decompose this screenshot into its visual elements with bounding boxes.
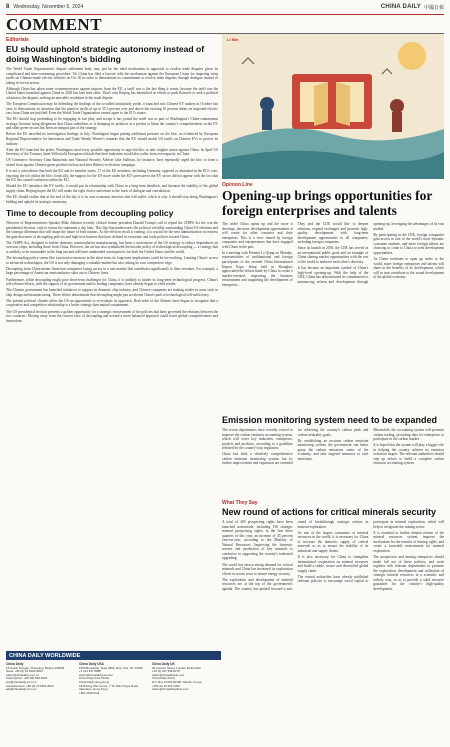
footer-line: China Daily Hong Kong (79, 679, 110, 684)
footer-column-name: China Daily UK (152, 662, 175, 666)
editorials-paragraph: The EU should realize that at the end of the day it is its own economic interests that will suffer, which is why it should stop doing Washington's bidding and uphold its strategic autonomy. (6, 195, 218, 204)
editorials-paragraph: Before the EU unveiled its investigation findings in July, Washington began putting additional pressure on the bloc, as evidenced by European Regional Representative for Innovation and Trade Wendy Werner's remarks that the EU should match US tariffs on Chinese EVs to protect its industry. (6, 132, 218, 146)
what-they-say-headline: New round of actions for critical minerals security (222, 507, 437, 517)
footer-line: +852 2518 5111 (79, 690, 100, 695)
editorial2-paragraph: The present political climate offers the US an opportunity to re-evaluate its approach. Both sides of the Atlantic have begun to recognize that a cooperative and competitive relationship is a better strategy than mutual containment. (6, 298, 218, 308)
footer-line: 1500 Broadway, Suite 2800, New York, NY 10036 (79, 665, 143, 670)
footer-line: China Daily Asia Pacific (79, 676, 110, 681)
editorial2-paragraph: The Chinese government has launched initiatives to support its domestic chip industry, and Chinese companies are making strides in areas such as chip design and manufacturing. These efforts demonstrate that decoupling might just accelerate China's path to technological self-sufficiency. (6, 288, 218, 297)
editorial2-paragraph: Whoever of Representatives Speaker Mike Johnson recently clicked former president Donald Trump's call to repeal the CHIPS Act the win the presidential election, only to retract his statement a day later. This flip-flop underscores the political volatility surrounding China-US relations and the strategic dilemmas that will shape the future of both nations. As the election result is coming, it is crucial for the next administration to reassess the gain that more of decoupling policies and high-tech barriers that have defined its economic and trade policies toward China. (6, 221, 218, 239)
what-they-say-paragraph: A total of 400 prospecting rights have been launched nationwide, including 156 strategic mineral prospecting rights, in the first three quarters of this year, an increase of 45 percent year-on-year, according to the Ministry of Natural Resources. Improving the domestic reserve and production of key minerals is conducive to supporting the country's industrial upgrading. (222, 520, 293, 561)
editorial-headline: EU should uphold strategic autonomy instead of doing Washington's bidding (6, 44, 205, 64)
editorials-paragraph: The World Trade Organization's dispute settlement body may just be the ideal mechanism to approach to resolve trade disputes given its complicated and time-consuming procedure. Yet China has filed a lawsuit with the mechanism against the European Union for imposing steep tariffs on Chinese-made electric vehicles on Oct 30 in order to demonstrate its commitment to resolve trade disputes through dialogue instead of taking tit-for-tat action. (6, 67, 218, 85)
opinion-paragraph: The wider China opens up and the more it develops, the more development opportunities it will create for other countries and their enterprises. This is a view shared by foreign companies and entrepreneurs that have engaged with China in the past. (222, 222, 293, 249)
editorial2-paragraph: The decoupling policy seems like a protective measure in the short term, its long-term implications could be far-reaching. Limiting China's access to advanced technologies, the US is not only damaging a valuable market but also risking its own competitive edge. (6, 256, 218, 265)
masthead (0, 0, 450, 14)
footer-column (6, 663, 75, 695)
page-number: 8 (6, 4, 10, 10)
what-they-say-paragraph: It is also necessary for China to strengthen international cooperation on mineral resources and build a stable, secure and diversified global supply chain. (297, 555, 369, 573)
editorial2-paragraph: The US presidential election presents a golden opportunity for a strategic reassessment of the policies that have governed the relations between the two countries. Moving away from the current view of decoupling and toward a more balanced approach could foster global competitiveness and innovation. (6, 309, 218, 323)
emissions-headline: Emission monitoring system need to be expanded (222, 415, 438, 425)
footer-line: Advertisement: +86 (0) 10 6491-8631 (6, 683, 54, 688)
opinion-headline: Opening-up brings opportunities for foreign enterprises and talents (222, 188, 433, 218)
footer-line: Subscription: +86 400-699-0203 (6, 676, 48, 681)
what-they-say-label: What They Say (222, 500, 258, 506)
footer-line: sub@chinadaily.com.cn (6, 679, 37, 684)
footer-title: CHINA DAILY WORLDWIDE (6, 651, 221, 660)
editorials-block (6, 37, 218, 325)
what-they-say-paragraph: The prospectors and mining enterprises should make full use of these policies, and work together with relevant departments to promote the exploration, development and utilization of strategic mineral resources in a scientific and orderly way, so as to provide a solid resource guarantee for the country's high-quality development. (373, 555, 444, 591)
editorials-paragraph: After the EU launched the probe, Washington used every possible opportunity to urge the bloc to take tougher action against China. In April US Secretary of the Treasury Janet Yellen told European officials that their industries would also suffer from overcapacity in China. (6, 147, 218, 157)
footer-line: +44 (0) 207 398 8270 (152, 669, 180, 674)
emissions-block (222, 415, 444, 466)
footer-line: 1818 Hing Wai Centre, 7 Tin Wan Praya Road, Aberdeen, Hong Kong (79, 683, 139, 692)
editorial-body (6, 67, 218, 204)
editorial2-body (6, 221, 218, 323)
footer-column (79, 663, 148, 695)
issue-date: Wednesday, November 6, 2024 (13, 4, 84, 10)
editorials-label: Editorials (6, 37, 29, 43)
editorial2-headline: Time to decouple from decoupling policy (6, 208, 174, 219)
editorials-paragraph: The European Commission may be defending the findings of the so-called antisubsidy probe, it launched into Chinese EV makers in October last year, to demonstrate its assertion that the punitive tariffs of up to 35.3 percent over and above the existing 10 percent duties on imported electric cars from China are justified. Even the World Trade Organization cannot agree to the EU's stance. (6, 102, 218, 116)
editorials-paragraph: It is not a coincidence that both the EU and its member states, 17 of the EU members, including Germany, opposed or abstained in the EU's vote, exposing the rift within the bloc. Ironically, the support for the US move under the EU's pressure in the EV sector did not appear with the fact that the EU has caused confusion within the EU. (6, 169, 218, 183)
footer-line: editor@chinadaily.com.cn (6, 672, 39, 677)
emissions-paragraph: China has built a relatively comprehensive carbon emission monitoring system, but its further improvement and expansion are essential for achieving the country's carbon peak and carbon neutrality goals. (222, 428, 369, 466)
footer-line: +1 212 537 8888 (79, 669, 101, 674)
what-they-say-paragraph: The world has shown strong demand for critical minerals and China has increased its exploration efforts in recent years to ensure energy security. (222, 562, 293, 576)
opinion-paragraph: As China continues to open up wider to the world, more foreign enterprises and talents will share in the benefits of its development, which will in turn contribute to the sound development of the global economy. (373, 257, 444, 280)
editorial2-paragraph: Decoupling from China means American companies losing access to a vast market that contributes significantly to their revenues. For example, a large percentage of American semiconductor sales are to Chinese firms. (6, 266, 218, 276)
editorial2-paragraph: Furthermore, while decoupling might pose short-term challenges for China, it is unlikely to hinder its long-term technological progress. China's self-reliance efforts, with the support of its government and its leading companies, have already begun to yield results. (6, 277, 218, 287)
emissions-body (222, 428, 444, 466)
footer-columns (6, 663, 221, 695)
emissions-paragraph: Meanwhile, the accounting system will promote carbon trading, providing data for enterprises to participate in the carbon market. (373, 428, 444, 442)
footer-line: editor@chinadailyuk.com (152, 672, 185, 677)
opinion-paragraph: In a meeting with Premier Li Qiang on Monday, representatives of multinational and foreign participants of the seventh China International Import Expo, being held in Shanghai, appreciated the efforts made by China to create a market-oriented, improving the business environment and supporting the development of enterprises. (222, 250, 293, 287)
opinion-paragraph: Since its launch in 2018, the CIIE has served as an international public good and an example of China sharing market opportunities with the rest of the world to embrace each other's diversity. (297, 246, 369, 264)
editorial2-paragraph: The CHIPS Act, designed to bolster domestic semiconductor manufacturing, has been a cornerstone of the US strategy to reduce dependence on overseas chips, including those from China. However, the act has also symbolized the broader policy of technological decoupling — a strategy that is unlikely to be sustainable in the long run and will have unintended consequences for both the United States and the world. (6, 240, 218, 254)
footer-line: editor@chinadailyusa.com (79, 672, 113, 677)
opinion-paragraph: They and the CIIE would like to deepen relations, expand exchanges and promote high-quality development with long-term development opportunities to all companies, including foreign companies. (297, 222, 369, 245)
emissions-paragraph: It is hoped that the system will play a bigger role in helping the country achieve its emission reduction targets. The relevant authorities should step up efforts to build a complete carbon emission accounting system. (373, 443, 444, 466)
section-title: COMMENT (6, 15, 103, 34)
footer-line: +254 (0) 20 522 2300 (152, 683, 180, 688)
what-they-say-paragraph: As one of the largest consumers of mineral resources in the world, it is necessary for China to increase the domestic supply of critical minerals so as to ensure the stability of its industrial and supply chains. (297, 530, 369, 553)
what-they-say-paragraph: The central authorities have already published relevant policies to encourage social capital to participate in mineral exploration, which will help to invigorate the mining sector. (297, 520, 444, 584)
illustration-graphic (222, 34, 444, 179)
editorials-paragraph: Should the EU introduce the EV tariffs, it would put its relationship with China in a long-term deadlock, and threaten the stability of the global supply chain. Beijing hopes the EU will make the right choice and return to the track of dialogue and consultation. (6, 184, 218, 193)
footer-line: News: +86 (0) 10 6491-8366 (6, 669, 43, 674)
footer-column-name: China Daily (6, 662, 24, 666)
footer-column (152, 663, 221, 695)
footer-line: 90 Cannon Street, London EC4N 6HA (152, 665, 201, 670)
editorials-paragraph: Although China has taken some countermeasures against imports from the EU, a tariff war is the last thing it wants, because the tariff war the United States launched against China in 2018 has hurt both sides. That's why Beijing has intensified its efforts to push Brussels to seek a political solution to the dispute, seeking an amicable resolution to the trade dispute. (6, 86, 218, 100)
china-daily-logo: CHINA DAILY (380, 4, 421, 10)
editorials-paragraph: US Commerce Secretary Gina Raimondo and National Security Adviser Jake Sullivan, for instance, have repeatedly urged the bloc to form a united front against Chinese green products before and after Biden's re-election campaign. (6, 158, 218, 167)
what-they-say-paragraph: The exploration and development of mineral resources are at the top of the government's agenda. The country has pushed forward a new round of breakthrough strategic actions in mineral exploration. (222, 520, 369, 591)
opinion-block (222, 182, 444, 287)
footer-contacts (6, 651, 221, 741)
emissions-paragraph: The recent departments have recently vowed to improve the carbon emission accounting system, which will cover key industries, enterprises, projects and products, according to a guideline released by the country's top regulators. (222, 428, 293, 451)
opinion-body (222, 222, 444, 287)
opinion-illustration (222, 34, 444, 179)
emissions-paragraph: By establishing an accurate carbon emission monitoring system, the government can better grasp the carbon emissions status of the economy, and take targeted measures to curb emissions. (297, 438, 369, 461)
editorials-paragraph: The EU should stop pretending to be engaging in fair play, and accept it has joined the tariff war as part of Washington's China-containment strategy, because using allegations that China subsidizes or is dumping its products as a pretext to blunt the country's competitiveness in the EV and other green sectors has been an integral part of the strategy. (6, 117, 218, 131)
what-they-say-body (222, 520, 444, 591)
what-they-say-block (222, 500, 444, 591)
opinion-paragraph: By participating in the CIIE, foreign companies gain access to one of the world's most dynamic consumer markets, and more foreign talents are choosing to come to China to seek development opportunities. (373, 232, 444, 255)
footer-line: China Daily Africa (152, 676, 175, 681)
opinion-paragraph: It has become an important symbol of China's high-level opening-up. With the help of the CIIE, China has demonstrated its commitment to announcing reform and development through opening-up, leveraging the advantages of its vast market. (297, 222, 444, 284)
footer-line: ads@chinadaily.com.cn (6, 687, 37, 692)
opinion-label: Opinion Line (222, 182, 253, 188)
footer-line: editor@chinadailyafrica.com (152, 687, 189, 692)
footer-line: P.O. Box 27281-00100, Nairobi, Kenya (152, 679, 202, 684)
china-daily-logo-cn: 中國日報 (423, 4, 444, 11)
what-they-say-paragraph: It is essential to further deepen reform of the mineral resources system, improve the mechanism for the transfer of mining rights, and create a favorable environment for mineral exploration. (373, 530, 444, 553)
footer-line: 15 Huixin Dongjie, Chaoyang, Beijing 100029 (6, 665, 65, 670)
illustrator-credit: Li Min (227, 37, 239, 42)
footer-column-name: China Daily USA (79, 662, 104, 666)
